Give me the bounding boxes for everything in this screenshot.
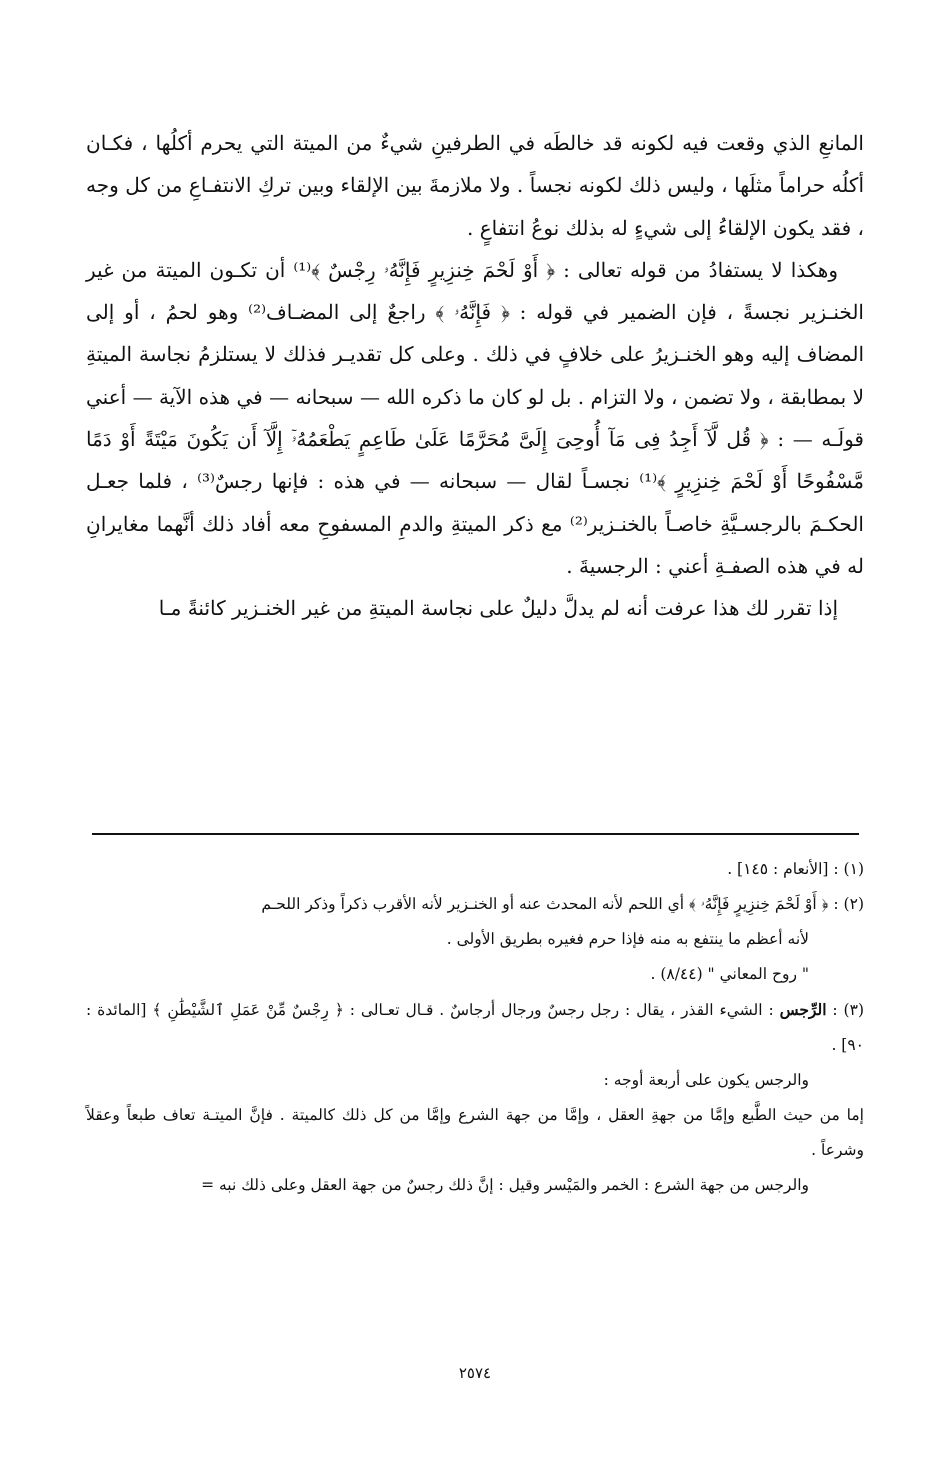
paragraph-2: وهكذا لا يستفادُ من قوله تعالى : ﴿ أَوْ لَحْمَ خِنزِيرٍ فَإِنَّهُۥ رِجْسٌ ﴾⁽¹⁾ أن تكـون الميتة من غير الخنـزير نجسةً ، فإن الضمير في قوله : ﴿ فَإِنَّهُۥ ﴾ راجعٌ إلى المضـاف⁽²⁾ وهو لحمُ ، أو إلى المضاف إليه وهو الخنـزيرُ على خلافٍ في ذلك . وعلى كل تقديـر فذلك لا يستلزمُ نجاسة الميتةِ لا بمطابقة ، ولا تضمن ، ولا التزام . بل لو كان ما ذكره الله — سبحانه — في هذه الآية — أعني قولَـه — : ﴿ قُل لَّآ أَجِدُ فِى مَآ أُوحِىَ إِلَىَّ مُحَرَّمًا عَلَىٰ طَاعِمٍ يَطْعَمُهُۥٓ إِلَّآ أَن يَكُونَ مَيْتَةً أَوْ دَمًا مَّسْفُوحًا أَوْ لَحْمَ خِنزِيرٍ ﴾⁽¹⁾ نجسـاً لقال — سبحانه — في هذه : فإنها رجسٌ⁽³⁾ ، فلما جعـل الحكـمَ بالرجسـيَّةِ خاصـاً بالخنـزير⁽²⁾ مع ذكر الميتةِ والدمِ المسفوحِ معه أفاد ذلك أنَّهما مغايرانِ له في هذه الصفـةِ أعني : الرجسيةَ . — [86, 257, 865, 578]
footnotes — [86, 852, 864, 1203]
footnote-3-definition: : الشيء القذر ، يقال : رجل رجسٌ ورجال أرجاسٌ . قـال تعـالى : ﴿ رِجْسٌ مِّنْ عَمَلِ ٱلشَّيْطَٰنِ ﴾ [المائدة : ٩٠] . — [86, 1001, 864, 1054]
footnote-3-line-4: والرجس من جهة الشرع : الخمر والمَيْسر وقيل : إنَّ ذلك رجسٌ من جهة العقل وعلى ذلك نبه = — [201, 1176, 809, 1194]
main-text — [86, 122, 864, 630]
page-number: ٢٥٧٤ — [458, 1364, 492, 1382]
footnote-3-line-2: والرجس يكون على أربعة أوجه : — [603, 1071, 809, 1089]
footnote-separator — [92, 833, 859, 835]
footnote-3-line-1 — [86, 992, 864, 1063]
paragraph-3: إذا تقرر لك هذا عرفت أنه لم يدلَّ دليلٌ على نجاسة الميتةِ من غير الخنـزير كائنةً مـا — [158, 596, 838, 621]
paragraph-1: المانعِ الذي وقعت فيه لكونه قد خالطَه في الطرفينِ شيءٌ من الميتة التي يحرم أكلُها ، فكـان أكلُه حراماً مثلَها ، وليس ذلك لكونه نجساً . ولا ملازمةَ بين الإلقاء وبين تركِ الانتفـاعِ من كل وجه ، فقد يكون الإلقاءُ إلى شيءٍ له بذلك نوعُ انتفاعٍ . — [86, 131, 864, 240]
footnote-3-number: (٣) : — [826, 1001, 864, 1019]
footnote-3-term: الرِّجس — [779, 1000, 827, 1019]
footnote-2-line-1: (٢) : ﴿ أَوْ لَحْمَ خِنزِيرٍ فَإِنَّهُۥ ﴾ أي اللحم لأنه المحدث عنه أو الخنـزير لأنه الأقرب ذكراً وذكر اللحـم — [261, 895, 864, 913]
footnote-2-line-2: لأنه أعظم ما ينتفع به منه فإذا حرم فغيره بطريق الأولى . — [446, 930, 809, 948]
footnote-1: (١) : [الأنعام : ١٤٥] . — [727, 860, 864, 878]
footnote-3-line-3: إما من حيث الطَّبع وإمَّا من جهةِ العقل ، وإمَّا من جهة الشرع وإمَّا من كل ذلك كالميتة . فإنَّ الميتـة تعاف طبعاً وعقلاً وشرعاً . — [86, 1106, 864, 1159]
footnote-2-source: " روح المعاني " (٨/٤٤) . — [650, 965, 809, 983]
